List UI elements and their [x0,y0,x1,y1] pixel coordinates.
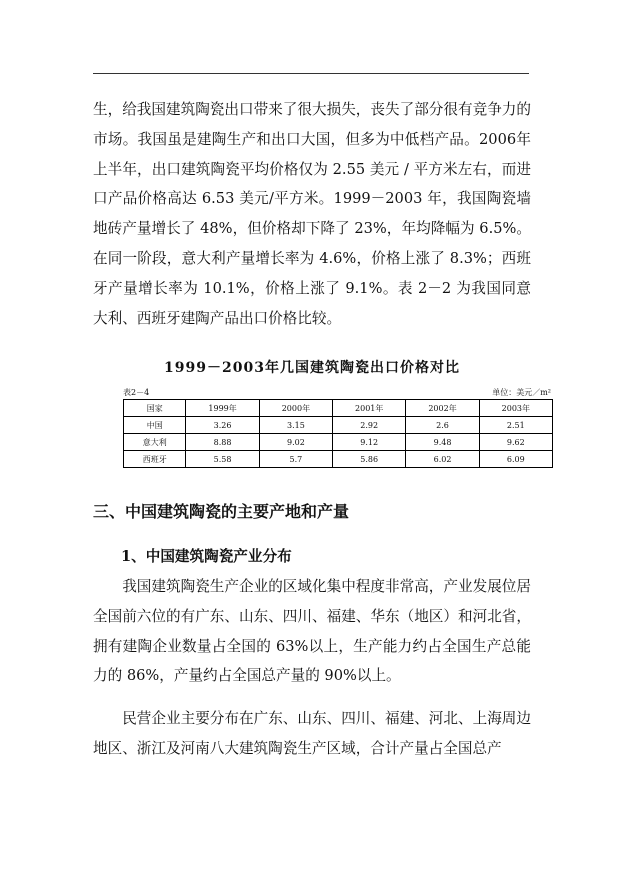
table-cell: 2.92 [333,417,406,434]
table-cell: 3.15 [259,417,332,434]
header-cell: 2001年 [333,400,406,417]
header-cell: 2002年 [406,400,479,417]
header-rule [93,73,529,74]
table-cell: 2.6 [406,417,479,434]
table-cell: 意大利 [124,434,186,451]
table-cell: 6.09 [479,451,552,468]
table-cell: 9.02 [259,434,332,451]
table-header-row [124,400,553,417]
table-cell: 9.12 [333,434,406,451]
table-cell: 5.7 [259,451,332,468]
table-cell: 9.62 [479,434,552,451]
table-row [124,417,553,434]
table-unit: 单位：美元／m² [492,388,551,397]
header-cell: 2000年 [259,400,332,417]
table-cell: 6.02 [406,451,479,468]
table-cell: 中国 [124,417,186,434]
table-cell: 2.51 [479,417,552,434]
header-cell: 2003年 [479,400,552,417]
table-label: 表2－4 [123,388,150,397]
table-cell: 9.48 [406,434,479,451]
table-cell: 3.26 [186,417,259,434]
distribution-paragraph: 我国建筑陶瓷生产企业的区域化集中程度非常高，产业发展位居全国前六位的有广东、山东、四川、福建、华东（地区）和河北省，拥有建陶企业数量占全国的 63%以上，生产能力约占全国生产总能力的 86%，产量约占全国总产量的 90%以上。 [93,578,531,685]
table-title: 1999－2003年几国建筑陶瓷出口价格对比 [164,360,460,376]
private-enterprise-paragraph: 民营企业主要分布在广东、山东、四川、福建、河北、上海周边地区、浙江及河南八大建筑陶瓷生产区域，合计产量占全国总产 [93,710,531,757]
price-comparison-table [123,399,553,468]
table-cell: 西班牙 [124,451,186,468]
sub-heading: 1、中国建筑陶瓷产业分布 [121,548,292,565]
intro-paragraph: 生，给我国建筑陶瓷出口带来了很大损失，丧失了部分很有竞争力的市场。我国虽是建陶生产和出口大国，但多为中低档产品。2006年上半年，出口建筑陶瓷平均价格仅为 2.55 美元 / 平方米左右，而进口产品价格高达 6.53 美元/平方米。1999－2003 年，我国陶瓷墙地砖产量增长了 48%，但价格却下降了 23%，年均降幅为 6.5%。在同一阶段，意大利产量增长率为 4.6%，价格上涨了 8.3%；西班牙产量增长率为 10.1%，价格上涨了 9.1%。表 2－2 为我国同意大利、西班牙建陶产品出口价格比较。 [93,101,531,327]
table-row [124,451,553,468]
section-heading: 三、中国建筑陶瓷的主要产地和产量 [93,502,350,521]
table-row [124,434,553,451]
table-cell: 5.86 [333,451,406,468]
header-cell: 1999年 [186,400,259,417]
header-cell: 国家 [124,400,186,417]
table-cell: 8.88 [186,434,259,451]
table-cell: 5.58 [186,451,259,468]
